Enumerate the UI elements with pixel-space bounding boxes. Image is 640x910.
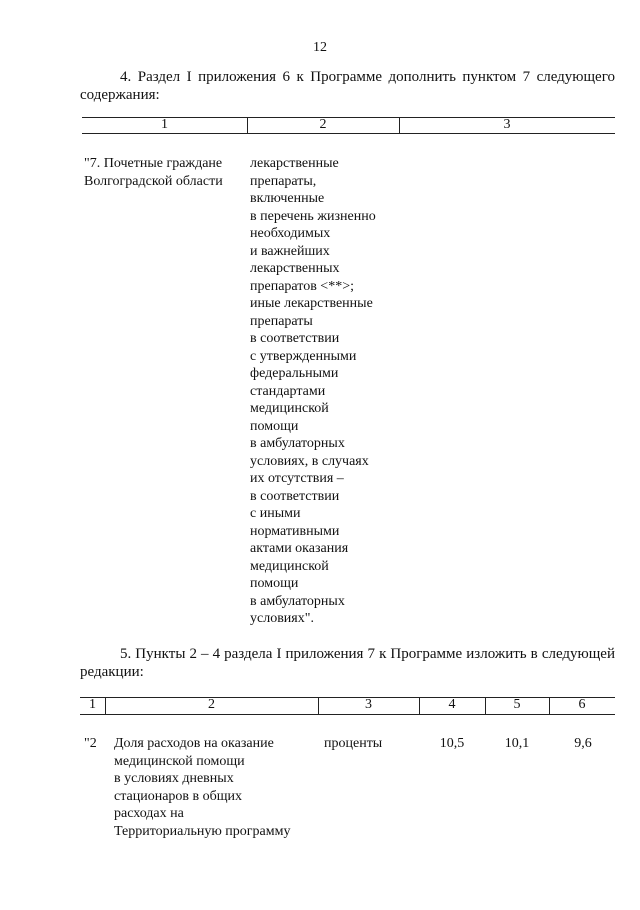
table2-row-col5: 10,1 — [504, 736, 530, 751]
table2-colnum-2: 2 — [208, 697, 215, 712]
table2-colnum-6: 6 — [578, 697, 586, 712]
table2-row-col4: 10,5 — [439, 736, 465, 751]
table1-colnum-2: 2 — [319, 117, 327, 132]
table2-row-col3: проценты — [324, 736, 383, 751]
item4-text: 4. Раздел I приложения 6 к Программе дополнить пунктом 7 следующего содержания: — [80, 69, 615, 103]
page-number: 12 — [313, 40, 327, 55]
table2-colnum-1: 1 — [89, 697, 96, 712]
table2-header-bottom-border — [80, 714, 615, 715]
table2-row-col1: "2 — [84, 736, 97, 751]
table2-colnum-3: 3 — [365, 697, 372, 712]
table2-row-col2: Доля расходов на оказание медицинской помощи в условиях дневных стационаров в общих расходах на Территориальную программу — [114, 736, 291, 839]
table1-header-bottom-border — [82, 133, 615, 134]
table1-colnum-1: 1 — [161, 117, 168, 132]
table1-row-col1: "7. Почетные граждане Волгоградской области — [84, 156, 223, 189]
table2-colnum-5: 5 — [513, 697, 521, 712]
item4-paragraph — [80, 68, 615, 104]
table2-row-col6: 9,6 — [574, 736, 592, 751]
table1-row-col2: лекарственные препараты, включенные в перечень жизненно необходимых и важнейших лекарственных препаратов <**>; иные лекарственные препараты в соответствии с утвержденными федеральными стандартами медицинской помощи в амбулаторных условиях, в случаях их отсутствия – в соответствии с иными нормативными актами оказания медицинской помощи в амбулаторных условиях". — [250, 156, 376, 626]
item5-paragraph — [80, 645, 615, 681]
table2-colnum-4: 4 — [448, 697, 456, 712]
table1-colnum-3: 3 — [503, 117, 511, 132]
item5-text: 5. Пункты 2 – 4 раздела I приложения 7 к Программе изложить в следующей редакции: — [80, 646, 615, 680]
